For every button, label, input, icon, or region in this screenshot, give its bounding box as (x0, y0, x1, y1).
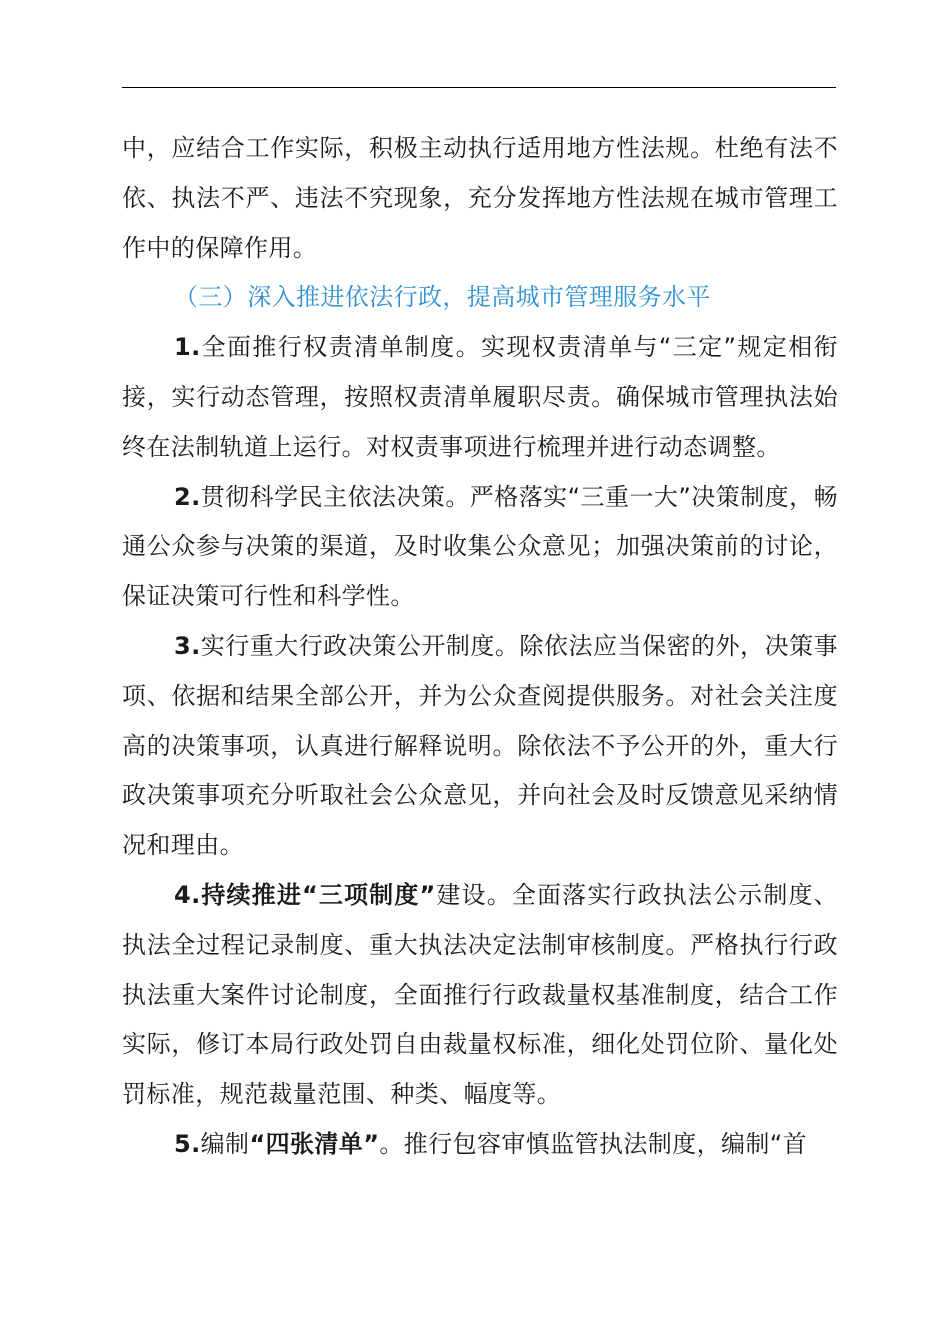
header-rule (122, 87, 836, 88)
paragraph-text: 建设。全面落实行政执法公示制度、执法全过程记录制度、重大执法决定法制审核制度。严格执行行政执法重大案件讨论制度，全面推行行政裁量权基准制度，结合工作实际，修订本局行政处罚自由裁量权标准，细化处罚位阶、量化处罚标准，规范裁量范围、种类、幅度等。 (122, 880, 839, 1109)
paragraph-item-3 (122, 622, 838, 871)
document-body (122, 124, 838, 1170)
paragraph-continuation (122, 124, 838, 273)
item-bold-title: 持续推进“三项制度” (200, 880, 436, 909)
paragraph-item-2 (122, 473, 838, 622)
paragraph-text: 实行重大行政决策公开制度。除依法应当保密的外，决策事项、依据和结果全部公开，并为公众查阅提供服务。对社会关注度高的决策事项，认真进行解释说明。除依法不予公开的外，重大行政决策事项充分听取社会公众意见，并向社会及时反馈意见采纳情况和理由。 (122, 631, 838, 860)
section-heading: （三）深入推进依法行政，提高城市管理服务水平 (174, 283, 711, 312)
paragraph-text: 贯彻科学民主依法决策。严格落实“三重一大”决策制度，畅通公众参与决策的渠道，及时收集公众意见；加强决策前的讨论，保证决策可行性和科学性。 (122, 482, 838, 611)
item-number: 2. (174, 482, 201, 511)
paragraph-text: 中，应结合工作实际，积极主动执行适用地方性法规。杜绝有法不依、执法不严、违法不究现象，充分发挥地方性法规在城市管理工作中的保障作用。 (122, 134, 838, 262)
item-bold-title: “四张清单” (249, 1129, 380, 1158)
paragraph-text-lead: 编制 (200, 1129, 250, 1158)
item-number: 4. (174, 880, 201, 909)
paragraph-item-4 (122, 871, 838, 1120)
paragraph-item-1 (122, 323, 838, 472)
item-number: 5. (174, 1129, 201, 1158)
paragraph-text: 全面推行权责清单制度。实现权责清单与“三定”规定相衔接，实行动态管理，按照权责清单履职尽责。确保城市管理执法始终在法制轨道上运行。对权责事项进行梳理并进行动态调整。 (122, 333, 838, 461)
item-number: 3. (174, 631, 201, 660)
paragraph-item-5 (122, 1120, 838, 1170)
paragraph-text: 。推行包容审慎监管执法制度，编制“首 (379, 1129, 808, 1158)
item-number: 1. (174, 333, 201, 362)
